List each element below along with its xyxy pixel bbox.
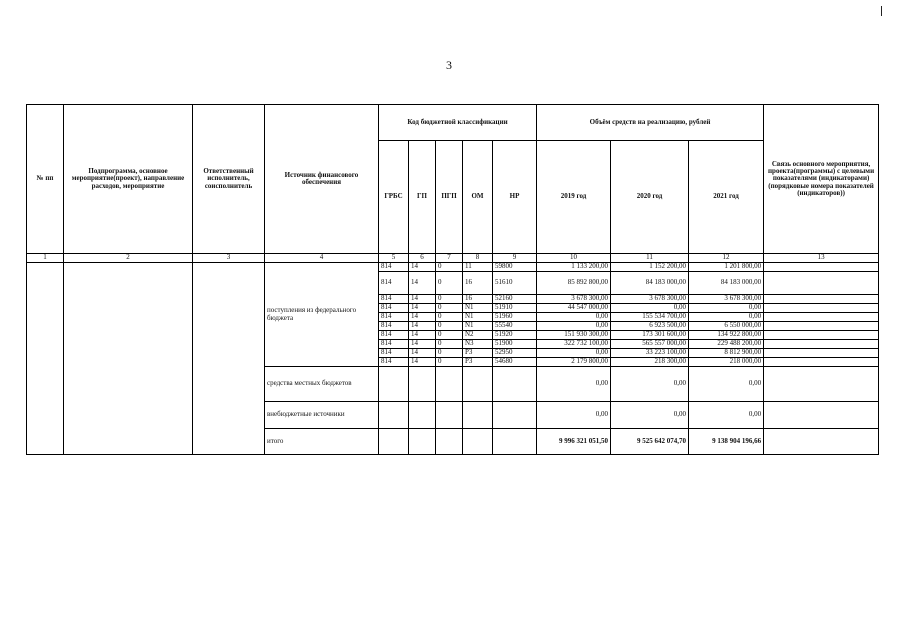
y2021-value: 0,00 <box>689 304 764 313</box>
y2021-value: 3 678 300,00 <box>689 295 764 304</box>
nr-cell: 59800 <box>493 263 537 272</box>
nr-cell: 51960 <box>493 313 537 322</box>
link-cell <box>764 429 879 455</box>
gp-cell: 14 <box>409 322 436 331</box>
om-cell: N1 <box>463 313 493 322</box>
gp-cell: 14 <box>409 349 436 358</box>
gp-cell: 14 <box>409 263 436 272</box>
local-y2021: 0,00 <box>689 367 764 402</box>
link-cell <box>764 358 879 367</box>
y2020-value: 0,00 <box>611 304 689 313</box>
link-cell <box>764 272 879 295</box>
y2020-value: 6 923 500,00 <box>611 322 689 331</box>
om-cell: 16 <box>463 272 493 295</box>
link-cell <box>764 331 879 340</box>
table-row <box>27 263 879 272</box>
nr-cell: 51610 <box>493 272 537 295</box>
local-y2019: 0,00 <box>537 367 611 402</box>
om-cell: 16 <box>463 295 493 304</box>
num-cell <box>27 263 64 455</box>
link-cell <box>764 304 879 313</box>
nr-cell: 54680 <box>493 358 537 367</box>
code-cell <box>436 367 463 402</box>
col-number: 11 <box>611 254 689 263</box>
header-2019: 2019 год <box>537 141 611 254</box>
y2020-value: 173 301 600,00 <box>611 331 689 340</box>
code-cell <box>379 402 409 429</box>
grbs-cell: 814 <box>379 313 409 322</box>
gp-cell: 14 <box>409 313 436 322</box>
y2019-value: 322 732 100,00 <box>537 340 611 349</box>
y2021-value: 8 812 900,00 <box>689 349 764 358</box>
header-link: Связь основного мероприятия, проекта(программы) с целевыми показателями (индикаторами) (порядковые номера показателей (индикаторов)) <box>764 105 879 254</box>
grbs-cell: 814 <box>379 263 409 272</box>
pgp-cell: 0 <box>436 295 463 304</box>
extra-y2019: 0,00 <box>537 402 611 429</box>
y2019-value: 0,00 <box>537 313 611 322</box>
budget-table <box>26 104 879 455</box>
nr-cell: 52950 <box>493 349 537 358</box>
gp-cell: 14 <box>409 272 436 295</box>
extra-y2020: 0,00 <box>611 402 689 429</box>
total-y2021: 9 138 904 196,66 <box>689 429 764 455</box>
col-number: 5 <box>379 254 409 263</box>
col-number: 13 <box>764 254 879 263</box>
link-cell <box>764 367 879 402</box>
y2021-value: 6 550 000,00 <box>689 322 764 331</box>
header-2021: 2021 год <box>689 141 764 254</box>
code-cell <box>409 367 436 402</box>
source-federal-cell: поступления из федерального бюджета <box>265 263 379 367</box>
pgp-cell: 0 <box>436 340 463 349</box>
col-number: 3 <box>193 254 265 263</box>
grbs-cell: 814 <box>379 272 409 295</box>
code-cell <box>463 429 493 455</box>
header-grbs: ГРБС <box>379 141 409 254</box>
y2020-value: 3 678 300,00 <box>611 295 689 304</box>
om-cell: N1 <box>463 322 493 331</box>
code-cell <box>409 402 436 429</box>
pgp-cell: 0 <box>436 272 463 295</box>
code-cell <box>436 429 463 455</box>
header-2020: 2020 год <box>611 141 689 254</box>
col-number: 4 <box>265 254 379 263</box>
corner-mark <box>881 6 882 16</box>
y2021-value: 218 000,00 <box>689 358 764 367</box>
link-cell <box>764 322 879 331</box>
extra-y2021: 0,00 <box>689 402 764 429</box>
y2021-value: 84 183 000,00 <box>689 272 764 295</box>
code-cell <box>409 429 436 455</box>
nr-cell: 55540 <box>493 322 537 331</box>
nr-cell: 51920 <box>493 331 537 340</box>
pgp-cell: 0 <box>436 331 463 340</box>
header-budget-code-group: Код бюджетной классификации <box>379 105 537 141</box>
y2020-value: 155 534 700,00 <box>611 313 689 322</box>
y2021-value: 134 922 800,00 <box>689 331 764 340</box>
y2019-value: 1 133 200,00 <box>537 263 611 272</box>
grbs-cell: 814 <box>379 295 409 304</box>
header-subprogram: Подпрограмма, основное мероприятие(проект), направление расходов, мероприятие <box>64 105 193 254</box>
pgp-cell: 0 <box>436 263 463 272</box>
om-cell: P3 <box>463 349 493 358</box>
header-volume-group: Объём средств на реализацию, рублей <box>537 105 764 141</box>
y2019-value: 2 179 800,00 <box>537 358 611 367</box>
y2019-value: 151 930 300,00 <box>537 331 611 340</box>
table-body <box>27 263 879 455</box>
code-cell <box>493 429 537 455</box>
om-cell: N2 <box>463 331 493 340</box>
header-executor: Ответственный исполнитель, соисполнитель <box>193 105 265 254</box>
subprogram-cell <box>64 263 193 455</box>
link-cell <box>764 313 879 322</box>
nr-cell: 51900 <box>493 340 537 349</box>
col-number: 1 <box>27 254 64 263</box>
pgp-cell: 0 <box>436 349 463 358</box>
y2020-value: 84 183 000,00 <box>611 272 689 295</box>
col-number: 10 <box>537 254 611 263</box>
om-cell: P3 <box>463 358 493 367</box>
code-cell <box>493 402 537 429</box>
y2019-value: 44 547 000,00 <box>537 304 611 313</box>
y2021-value: 1 201 800,00 <box>689 263 764 272</box>
code-cell <box>463 367 493 402</box>
header-pgp: ПГП <box>436 141 463 254</box>
total-label: итого <box>265 429 379 455</box>
local-y2020: 0,00 <box>611 367 689 402</box>
y2019-value: 0,00 <box>537 349 611 358</box>
code-cell <box>493 367 537 402</box>
nr-cell: 52160 <box>493 295 537 304</box>
om-cell: N3 <box>463 340 493 349</box>
y2020-value: 1 152 200,00 <box>611 263 689 272</box>
col-number: 12 <box>689 254 764 263</box>
grbs-cell: 814 <box>379 331 409 340</box>
y2020-value: 565 557 000,00 <box>611 340 689 349</box>
local-label: средства местных бюджетов <box>265 367 379 402</box>
grbs-cell: 814 <box>379 349 409 358</box>
total-y2019: 9 996 321 051,50 <box>537 429 611 455</box>
pgp-cell: 0 <box>436 313 463 322</box>
page-number: 3 <box>446 58 452 72</box>
gp-cell: 14 <box>409 331 436 340</box>
header-gp: ГП <box>409 141 436 254</box>
grbs-cell: 814 <box>379 304 409 313</box>
link-cell <box>764 402 879 429</box>
col-number: 6 <box>409 254 436 263</box>
grbs-cell: 814 <box>379 340 409 349</box>
header-num: № пп <box>27 105 64 254</box>
extra-label: внебюджетные источники <box>265 402 379 429</box>
total-y2020: 9 525 642 074,70 <box>611 429 689 455</box>
link-cell <box>764 295 879 304</box>
pgp-cell: 0 <box>436 304 463 313</box>
link-cell <box>764 349 879 358</box>
link-cell <box>764 340 879 349</box>
executor-cell <box>193 263 265 455</box>
link-cell <box>764 263 879 272</box>
code-cell <box>379 429 409 455</box>
y2020-value: 33 223 100,00 <box>611 349 689 358</box>
column-number-row <box>27 254 879 263</box>
gp-cell: 14 <box>409 304 436 313</box>
nr-cell: 51910 <box>493 304 537 313</box>
col-number: 8 <box>463 254 493 263</box>
pgp-cell: 0 <box>436 358 463 367</box>
code-cell <box>463 402 493 429</box>
om-cell: 11 <box>463 263 493 272</box>
gp-cell: 14 <box>409 358 436 367</box>
om-cell: N1 <box>463 304 493 313</box>
grbs-cell: 814 <box>379 322 409 331</box>
col-number: 2 <box>64 254 193 263</box>
col-number: 9 <box>493 254 537 263</box>
grbs-cell: 814 <box>379 358 409 367</box>
header-source: Источник финансового обеспечения <box>265 105 379 254</box>
header-nr: НР <box>493 141 537 254</box>
y2019-value: 3 678 300,00 <box>537 295 611 304</box>
y2019-value: 0,00 <box>537 322 611 331</box>
gp-cell: 14 <box>409 295 436 304</box>
pgp-cell: 0 <box>436 322 463 331</box>
y2021-value: 0,00 <box>689 313 764 322</box>
y2020-value: 218 300,00 <box>611 358 689 367</box>
y2019-value: 85 892 800,00 <box>537 272 611 295</box>
col-number: 7 <box>436 254 463 263</box>
code-cell <box>436 402 463 429</box>
code-cell <box>379 367 409 402</box>
gp-cell: 14 <box>409 340 436 349</box>
y2021-value: 229 488 200,00 <box>689 340 764 349</box>
header-om: ОМ <box>463 141 493 254</box>
